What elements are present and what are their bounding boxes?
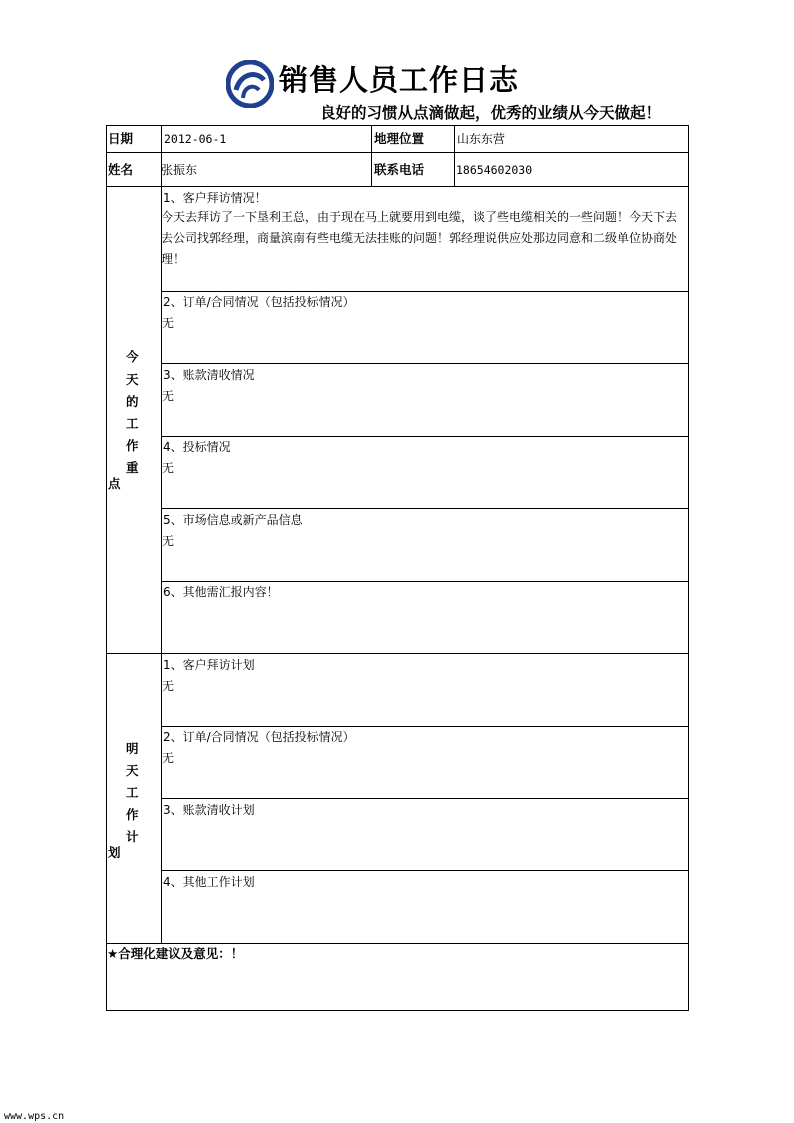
date-value: 2012-06-1 [164,132,227,146]
today-item-2-heading: 2、订单/合同情况（包括投标情况） [163,295,355,309]
suggestion-label: ★合理化建议及意见：！ [107,946,244,961]
location-value: 山东东营 [457,132,506,146]
today-item-3-heading: 3、账款清收情况 [163,368,255,382]
tomorrow-item-2-heading: 2、订单/合同情况（包括投标情况） [163,730,355,744]
page-title: 销售人员工作日志 [279,63,520,97]
today-item-1-content: 今天去拜访了一下垦利王总，由于现在马上就要用到电缆，谈了些电缆相关的一些问题！今天下去去公司找郭经理，商量滨南有些电缆无法挂账的问题！郭经理说供应处那边同意和二级单位协商处理！ [161,210,678,266]
today-item-1-heading: 1、客户拜访情况！ [163,191,267,205]
tomorrow-item-1-heading: 1、客户拜访计划 [163,658,255,672]
today-item-5-content: 无 [162,534,175,548]
footer-watermark: www.wps.cn [4,1111,65,1122]
name-label: 姓名 [108,162,134,177]
tomorrow-item-1-content: 无 [162,679,175,693]
date-label: 日期 [108,131,134,146]
today-item-6-heading: 6、其他需汇报内容！ [163,585,279,599]
phone-label: 联系电话 [374,162,425,177]
today-item-3-content: 无 [162,389,175,403]
slogan: 良好的习惯从点滴做起，优秀的业绩从今天做起！ [320,104,662,122]
today-item-4-heading: 4、投标情况 [163,440,231,454]
tomorrow-item-3-heading: 3、账款清收计划 [163,803,255,817]
tomorrow-item-2-content: 无 [162,751,175,765]
name-value: 张振东 [161,163,198,177]
today-item-5-heading: 5、市场信息或新产品信息 [163,513,303,527]
tomorrow-item-4-heading: 4、其他工作计划 [163,875,255,889]
phone-value: 18654602030 [456,163,533,177]
today-item-2-content: 无 [162,316,175,330]
location-label: 地理位置 [374,131,425,146]
today-item-4-content: 无 [162,461,175,475]
